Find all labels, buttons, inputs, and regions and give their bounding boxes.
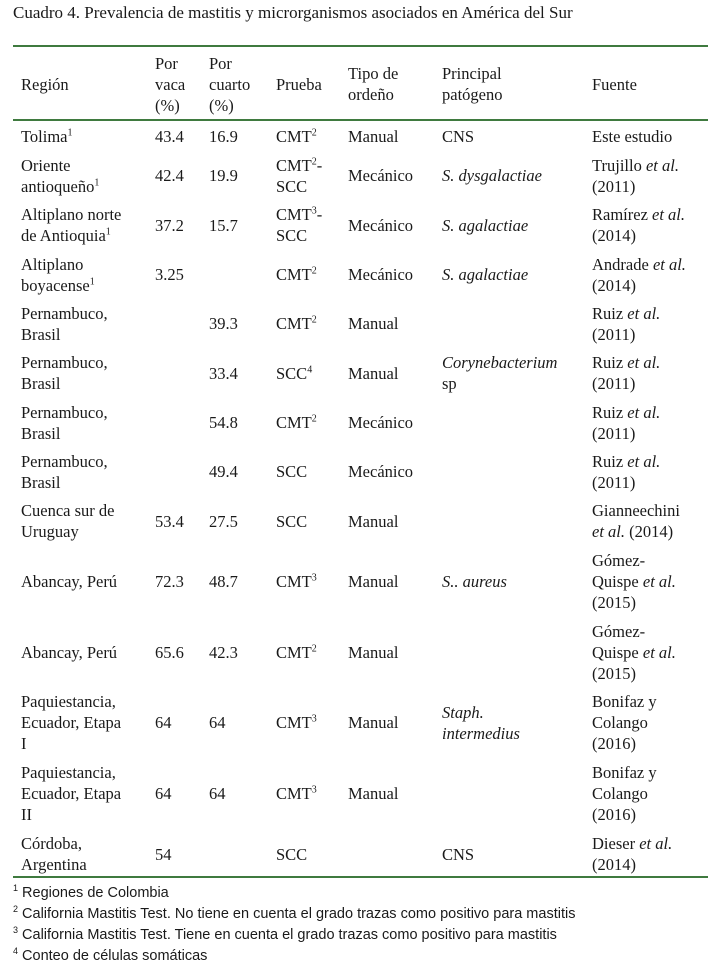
prueba-dash: - [316, 155, 323, 175]
fuente-text: et al. [642, 642, 676, 662]
table-body [13, 121, 708, 879]
region-text: Ecuador, Etapa [21, 713, 122, 732]
cell-region [13, 546, 147, 617]
table-row [13, 829, 708, 879]
cell-por-cuarto: 15.7 [209, 215, 238, 235]
table-row [13, 687, 708, 758]
cell-por-cuarto: 39.3 [209, 314, 238, 333]
region-text: Pernambuco, [21, 451, 108, 471]
cell-tipo-ordeno: Manual [348, 363, 399, 383]
region-text: Altiplano norte [21, 205, 122, 224]
patogeno-text: intermedius [442, 723, 520, 743]
prueba-text: CMT [276, 155, 312, 175]
cell-region [13, 121, 147, 151]
footnote-ref: 1 [94, 177, 100, 188]
cell-por-vaca: 72.3 [155, 572, 184, 591]
cell-region [13, 758, 147, 829]
prueba-text: SCC [276, 511, 308, 531]
cell-prueba [268, 299, 340, 348]
patogeno-text: S. agalactiae [442, 215, 529, 235]
footnote-ref: 1 [105, 226, 111, 238]
header-region [13, 49, 147, 119]
footnote-ref: 2 [311, 413, 317, 425]
cell-fuente [584, 200, 708, 250]
footnote-number: 2 [13, 904, 19, 915]
region-text: Pernambuco, [21, 402, 108, 422]
fuente-text: Trujillo [592, 155, 646, 175]
region-text: II [21, 805, 32, 824]
cell-por-cuarto: 64 [209, 713, 226, 732]
cell-patogeno [434, 829, 584, 879]
fuente-text: et al. [645, 155, 679, 175]
region-text: I [21, 734, 27, 753]
top-rule [13, 45, 708, 47]
cell-fuente [584, 546, 708, 617]
cell-region [13, 200, 147, 250]
cell-patogeno [434, 758, 584, 829]
cell-patogeno [434, 617, 584, 687]
fuente-text: et al. [642, 572, 676, 591]
header-label: Por [209, 53, 232, 73]
fuente-text: Ruiz [592, 402, 628, 422]
header-por-cuarto [201, 49, 268, 119]
prueba-text: SCC [276, 226, 308, 245]
cell-fuente [584, 829, 708, 879]
footnote-number: 3 [13, 925, 19, 936]
fuente-text: Ramírez [592, 205, 653, 224]
footnote-ref: 2 [311, 643, 317, 654]
cell-fuente [584, 121, 708, 151]
fuente-text: Ruiz [592, 353, 628, 372]
prueba-text: SCC [276, 176, 308, 196]
cell-tipo-ordeno: Mecánico [348, 413, 414, 432]
fuente-text: Bonifaz y [592, 763, 657, 782]
fuente-text: et al. [627, 451, 661, 471]
fuente-text: (2011) [592, 423, 636, 443]
table-row [13, 758, 708, 829]
patogeno-text: CNS [442, 844, 475, 864]
fuente-text: Este estudio [592, 126, 673, 146]
prueba-text: SCC [276, 363, 308, 383]
fuente-text: (2014) [592, 275, 636, 295]
table-row [13, 447, 708, 496]
header-label: Por [155, 53, 178, 73]
table-title: Cuadro 4. Prevalencia de mastitis y microrganismos asociados en América del Sur [13, 3, 573, 22]
region-text: Córdoba, [21, 834, 82, 853]
cell-patogeno [434, 250, 584, 299]
fuente-text: (2016) [592, 805, 636, 824]
cell-por-vaca: 42.4 [155, 166, 184, 185]
cell-patogeno [434, 299, 584, 348]
header-label: (%) [155, 95, 180, 115]
region-text: boyacense [21, 275, 90, 295]
cell-por-cuarto: 54.8 [209, 413, 238, 432]
cell-region [13, 398, 147, 447]
cell-prueba [268, 687, 340, 758]
region-text: Brasil [21, 472, 61, 492]
region-text: Brasil [21, 324, 61, 344]
cell-por-vaca: 53.4 [155, 511, 184, 531]
footnote-ref: 3 [311, 572, 317, 584]
cell-prueba [268, 546, 340, 617]
cell-prueba [268, 250, 340, 299]
header-por-vaca [147, 49, 201, 119]
cell-por-cuarto: 49.4 [209, 462, 238, 481]
header-principal-patogeno [434, 49, 584, 119]
fuente-text: (2011) [592, 472, 636, 492]
region-text: Brasil [21, 374, 61, 393]
cell-tipo-ordeno: Mecánico [348, 215, 414, 235]
cell-prueba [268, 829, 340, 879]
fuente-text: et al. [652, 254, 686, 274]
footnote-ref: 4 [307, 364, 313, 375]
cell-fuente [584, 687, 708, 758]
footnote [13, 925, 575, 946]
fuente-text: et al. [627, 353, 661, 372]
prueba-dash: - [316, 205, 323, 224]
cell-prueba [268, 617, 340, 687]
cell-patogeno [434, 121, 584, 151]
prueba-text: CMT [276, 642, 312, 662]
region-text: Argentina [21, 855, 87, 874]
patogeno-text: CNS [442, 126, 475, 146]
fuente-text: et al. [592, 522, 625, 541]
region-text: Altiplano [21, 254, 84, 274]
prueba-text: CMT [276, 205, 312, 224]
cell-por-vaca: 37.2 [155, 215, 184, 235]
fuente-text: et al. [627, 303, 661, 323]
cell-prueba [268, 200, 340, 250]
header-label: vaca [155, 74, 186, 94]
fuente-text: Quispe [592, 642, 643, 662]
cell-por-vaca: 64 [155, 713, 172, 732]
cell-patogeno [434, 687, 584, 758]
table-row [13, 496, 708, 546]
cell-fuente [584, 348, 708, 398]
cell-por-vaca [147, 299, 201, 348]
footnote-ref: 3 [311, 784, 317, 796]
cell-fuente [584, 617, 708, 687]
fuente-text: Colango [592, 784, 648, 803]
footnote-ref: 2 [311, 156, 317, 167]
footnote [13, 946, 575, 967]
fuente-text: (2015) [592, 663, 636, 683]
patogeno-text: Staph. [442, 702, 484, 722]
prueba-text: SCC [276, 462, 308, 481]
cell-por-vaca: 3.25 [155, 265, 184, 284]
footnote-ref: 3 [311, 205, 317, 217]
header-tipo-ordeno [340, 49, 434, 119]
cell-prueba [268, 758, 340, 829]
table-row [13, 250, 708, 299]
fuente-text: et al. [652, 205, 686, 224]
cell-patogeno [434, 447, 584, 496]
patogeno-text: sp [442, 374, 457, 393]
cell-por-vaca [147, 398, 201, 447]
header-label: patógeno [442, 85, 503, 104]
cell-patogeno [434, 200, 584, 250]
cell-fuente [584, 299, 708, 348]
cell-por-cuarto [201, 829, 268, 879]
table-row [13, 398, 708, 447]
fuente-text: Ruiz [592, 303, 628, 323]
footnote-ref: 2 [311, 314, 317, 326]
table-row [13, 121, 708, 151]
region-text: de Antioquia [21, 226, 106, 245]
fuente-text: (2014) [592, 226, 636, 245]
patogeno-text: Corynebacterium [442, 353, 558, 372]
fuente-text: Ruiz [592, 451, 628, 471]
cell-tipo-ordeno: Mecánico [348, 462, 414, 481]
fuente-text: Andrade [592, 254, 653, 274]
fuente-text: (2015) [592, 593, 636, 612]
header-label: cuarto [209, 74, 251, 94]
region-text: Pernambuco, [21, 303, 108, 323]
header-label: ordeño [348, 85, 394, 104]
cell-tipo-ordeno: Manual [348, 713, 399, 732]
region-text: Tolima [21, 126, 68, 146]
cell-tipo-ordeno [340, 829, 434, 879]
cell-fuente [584, 758, 708, 829]
region-text: Paquiestancia, [21, 763, 116, 782]
cell-por-cuarto: 42.3 [209, 642, 238, 662]
prueba-text: CMT [276, 572, 312, 591]
fuente-text: (2011) [592, 374, 636, 393]
header-prueba [268, 49, 340, 119]
cell-prueba [268, 348, 340, 398]
patogeno-text: S.. aureus [442, 572, 507, 591]
region-text: Paquiestancia, [21, 692, 116, 711]
footnote-text: Conteo de células somáticas [18, 948, 208, 964]
table-header [13, 49, 708, 119]
header-label: Fuente [592, 74, 637, 94]
prueba-text: CMT [276, 713, 312, 732]
cell-por-vaca [147, 447, 201, 496]
cell-tipo-ordeno: Manual [348, 572, 399, 591]
prueba-text: CMT [276, 413, 312, 432]
header-label: Tipo de [348, 64, 399, 83]
cell-patogeno [434, 348, 584, 398]
region-text: Abancay, Perú [21, 642, 118, 662]
cell-por-vaca: 54 [155, 844, 172, 864]
region-text: Oriente [21, 155, 71, 175]
cell-prueba [268, 151, 340, 200]
fuente-text: Quispe [592, 572, 643, 591]
footnote-ref: 1 [67, 127, 73, 138]
table-row [13, 617, 708, 687]
prueba-text: CMT [276, 784, 312, 803]
cell-tipo-ordeno: Manual [348, 314, 399, 333]
cell-tipo-ordeno: Manual [348, 126, 399, 146]
footnote-ref: 3 [311, 713, 317, 725]
cell-por-vaca: 43.4 [155, 126, 184, 146]
prueba-text: CMT [276, 265, 312, 284]
cell-fuente [584, 447, 708, 496]
fuente-text: Gianneechini [592, 501, 680, 520]
fuente-text: et al. [639, 834, 673, 853]
cell-fuente [584, 151, 708, 200]
cell-tipo-ordeno: Manual [348, 511, 399, 531]
table-row [13, 299, 708, 348]
region-text: Abancay, Perú [21, 572, 118, 591]
cell-tipo-ordeno: Mecánico [348, 265, 414, 284]
cell-por-cuarto: 27.5 [209, 511, 238, 531]
fuente-text: (2014) [625, 522, 674, 541]
cell-por-vaca: 65.6 [155, 642, 184, 662]
table-row [13, 546, 708, 617]
cell-fuente [584, 496, 708, 546]
footnote-text: Regiones de Colombia [18, 885, 169, 901]
cell-fuente [584, 250, 708, 299]
footnote-number: 1 [13, 883, 19, 894]
region-text: Ecuador, Etapa [21, 784, 122, 803]
prueba-text: CMT [276, 314, 312, 333]
cell-region [13, 496, 147, 546]
cell-por-vaca: 64 [155, 784, 172, 803]
table-row [13, 151, 708, 200]
cell-por-cuarto: 19.9 [209, 166, 238, 185]
cell-region [13, 348, 147, 398]
cell-prueba [268, 447, 340, 496]
header-label: Prueba [276, 74, 322, 94]
table-row [13, 348, 708, 398]
region-text: antioqueño [21, 176, 95, 196]
cell-prueba [268, 496, 340, 546]
header-label: Región [21, 74, 69, 94]
fuente-text: (2011) [592, 324, 636, 344]
footnotes [13, 883, 575, 967]
cell-region [13, 447, 147, 496]
cell-fuente [584, 398, 708, 447]
patogeno-text: S. dysgalactiae [442, 166, 542, 185]
cell-por-cuarto: 48.7 [209, 572, 238, 591]
fuente-text: Gómez- [592, 551, 646, 570]
fuente-text: (2011) [592, 176, 636, 196]
cell-por-cuarto: 64 [209, 784, 226, 803]
prueba-text: CMT [276, 126, 312, 146]
cell-prueba [268, 398, 340, 447]
footnote-ref: 2 [311, 127, 317, 138]
cell-por-cuarto [201, 250, 268, 299]
cell-region [13, 687, 147, 758]
footnote-number: 4 [13, 946, 19, 957]
cell-por-cuarto: 16.9 [209, 126, 238, 146]
cell-patogeno [434, 496, 584, 546]
footnote [13, 904, 575, 925]
footnote-ref: 1 [89, 276, 95, 287]
cell-region [13, 829, 147, 879]
cell-tipo-ordeno: Mecánico [348, 166, 414, 185]
cell-tipo-ordeno: Manual [348, 642, 399, 662]
cell-patogeno [434, 398, 584, 447]
fuente-text: Gómez- [592, 621, 646, 641]
footnote-text: California Mastitis Test. Tiene en cuenta el grado trazas como positivo para mastitis [18, 927, 557, 943]
fuente-text: Bonifaz y [592, 692, 657, 711]
header-label: Principal [442, 64, 502, 83]
fuente-text: et al. [627, 402, 661, 422]
cell-por-vaca [147, 348, 201, 398]
footnote [13, 883, 575, 904]
fuente-text: Dieser [592, 834, 640, 853]
table-row [13, 200, 708, 250]
cell-patogeno [434, 151, 584, 200]
footnote-text: California Mastitis Test. No tiene en cuenta el grado trazas como positivo para mastitis [18, 906, 576, 922]
cell-region [13, 299, 147, 348]
fuente-text: (2016) [592, 734, 636, 753]
cell-por-cuarto: 33.4 [209, 363, 238, 383]
header-label: (%) [209, 95, 234, 115]
region-text: Uruguay [21, 522, 79, 541]
fuente-text: Colango [592, 713, 648, 732]
cell-region [13, 151, 147, 200]
prueba-text: SCC [276, 844, 308, 864]
region-text: Pernambuco, [21, 353, 108, 372]
cell-tipo-ordeno: Manual [348, 784, 399, 803]
fuente-text: (2014) [592, 855, 636, 874]
cell-prueba [268, 121, 340, 151]
patogeno-text: S. agalactiae [442, 265, 529, 284]
region-text: Brasil [21, 423, 61, 443]
header-fuente [584, 49, 708, 119]
cell-region [13, 617, 147, 687]
cell-patogeno [434, 546, 584, 617]
region-text: Cuenca sur de [21, 501, 115, 520]
footnote-ref: 2 [311, 265, 317, 277]
cell-region [13, 250, 147, 299]
